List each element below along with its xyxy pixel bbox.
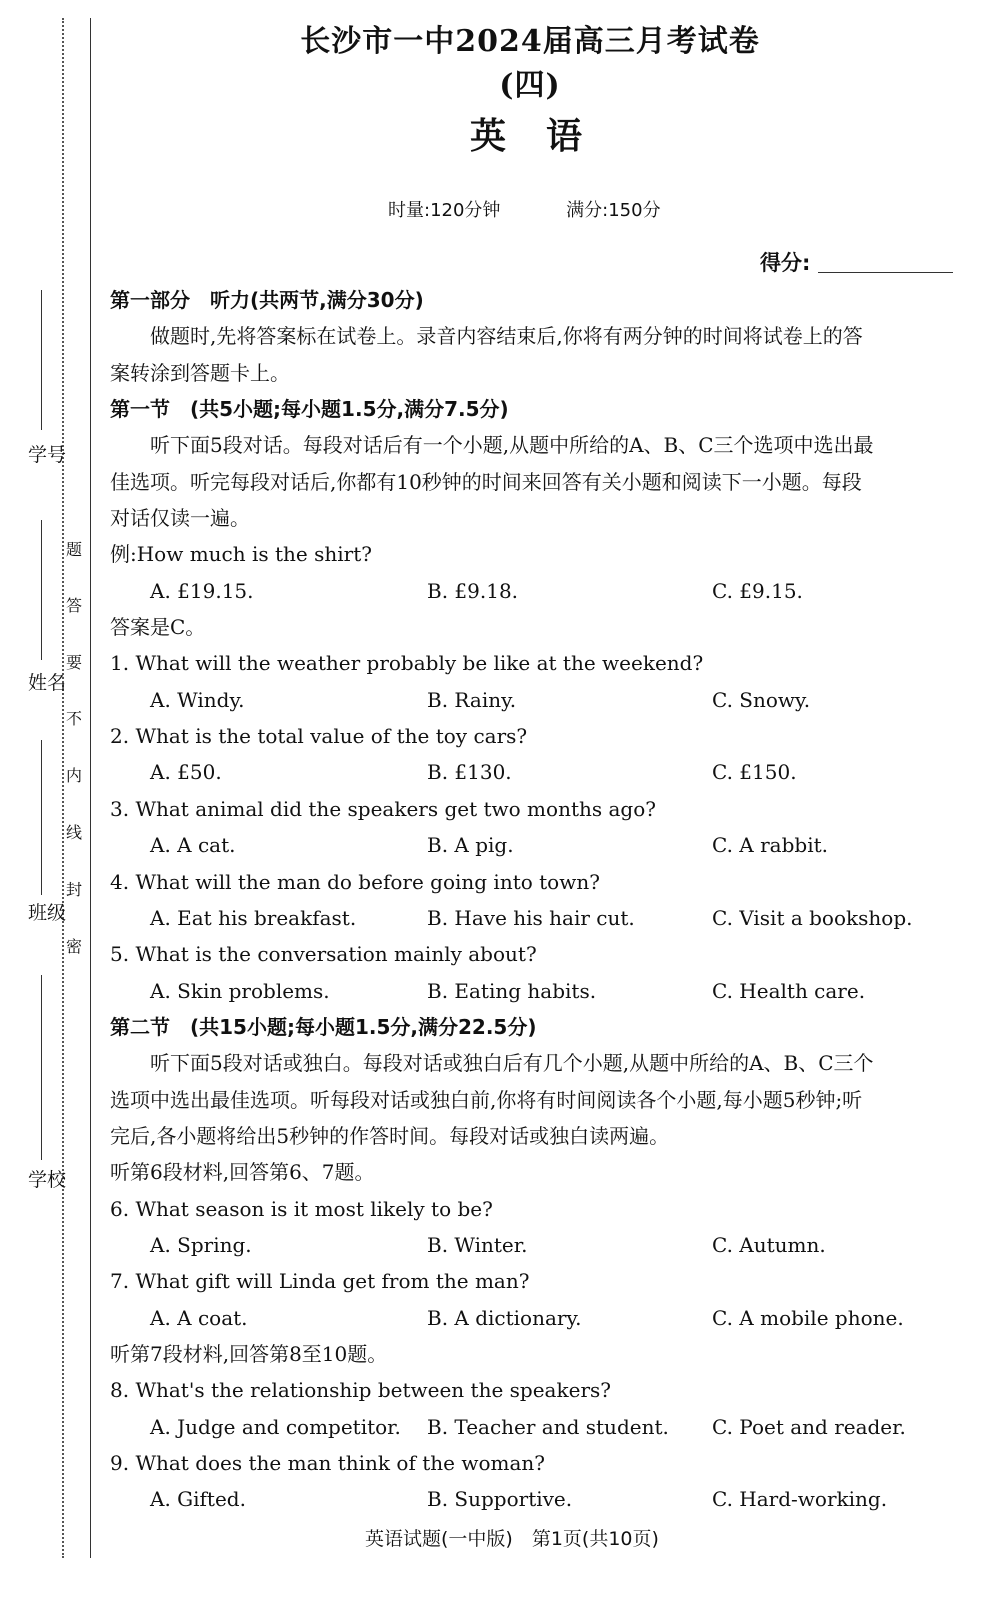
option-a: A. Gifted. xyxy=(150,1487,246,1512)
section-heading: 第二节 (共15小题;每小题1.5分,满分22.5分) xyxy=(110,1014,537,1039)
option-c: C. £150. xyxy=(712,760,797,785)
seal-char: 密 xyxy=(66,937,83,956)
option-row xyxy=(110,1481,960,1517)
seal-char: 不 xyxy=(66,709,83,728)
option-b: B. £9.18. xyxy=(427,578,519,603)
instruction-line: 听下面5段对话或独白。每段对话或独白后有几个小题,从题中所给的A、B、C三个 xyxy=(150,1051,874,1076)
option-row xyxy=(110,973,960,1009)
seal-char: 线 xyxy=(66,823,83,842)
option-c: C. Autumn. xyxy=(712,1232,826,1257)
option-b: B. Teacher and student. xyxy=(427,1414,669,1439)
option-row xyxy=(110,900,960,936)
field-label-char: 姓名 xyxy=(28,672,67,694)
exam-content xyxy=(110,282,960,1518)
example-answer: 答案是C。 xyxy=(110,615,206,640)
seal-char: 内 xyxy=(66,766,83,785)
exam-meta xyxy=(388,196,721,222)
option-c: C. Hard-working. xyxy=(712,1487,888,1512)
instruction-line: 佳选项。听完每段对话后,你都有10秒钟的时间来回答有关小题和阅读下一小题。每段 xyxy=(110,469,862,494)
question-2: 2. What is the total value of the toy cars? xyxy=(110,724,528,749)
material-note: 听第6段材料,回答第6、7题。 xyxy=(110,1160,375,1185)
instruction-line: 对话仅读一遍。 xyxy=(110,506,250,531)
option-b: B. A pig. xyxy=(427,833,514,858)
dotted-cut-line xyxy=(62,18,64,1558)
material-note: 听第7段材料,回答第8至10题。 xyxy=(110,1341,388,1366)
instruction-line: 听下面5段对话。每段对话后有一个小题,从题中所给的A、B、C三个选项中选出最 xyxy=(150,433,874,458)
option-b: B. A dictionary. xyxy=(427,1305,582,1330)
time-limit: 时量:120分钟 xyxy=(388,200,501,221)
option-a: A. £50. xyxy=(150,760,222,785)
seal-char: 题 xyxy=(66,540,83,559)
seal-char: 答 xyxy=(66,596,83,615)
option-c: C. Poet and reader. xyxy=(712,1414,906,1439)
option-a: A. Judge and competitor. xyxy=(150,1414,401,1439)
instruction-line: 完后,各小题将给出5秒钟的作答时间。每段对话或独白读两遍。 xyxy=(110,1123,670,1148)
question-9: 9. What does the man think of the woman? xyxy=(110,1451,545,1475)
option-c: C. A rabbit. xyxy=(712,833,828,858)
section-heading: 第一节 (共5小题;每小题1.5分,满分7.5分) xyxy=(110,397,509,422)
option-row xyxy=(110,1227,960,1263)
score-label: 得分: xyxy=(760,251,811,275)
option-b: B. Rainy. xyxy=(427,687,517,712)
option-c: C. Health care. xyxy=(712,978,866,1003)
question-8: 8. What's the relationship between the speakers? xyxy=(110,1378,611,1403)
option-b: B. Have his hair cut. xyxy=(427,905,635,930)
field-label-char: 学号 xyxy=(28,444,67,466)
option-a: A. Skin problems. xyxy=(150,978,330,1003)
question-4: 4. What will the man do before going into town? xyxy=(110,869,600,894)
option-row xyxy=(110,1409,960,1445)
seal-char: 封 xyxy=(66,880,83,899)
part-heading: 第一部分 听力(共两节,满分30分) xyxy=(110,288,424,312)
option-a: A. A cat. xyxy=(150,833,236,858)
binding-line xyxy=(90,18,91,1558)
option-a: A. A coat. xyxy=(150,1305,248,1330)
question-1: 1. What will the weather probably be like at the weekend? xyxy=(110,651,704,676)
option-row xyxy=(110,754,960,790)
option-row xyxy=(110,573,960,609)
field-label-char: 学校 xyxy=(28,1169,67,1191)
score-blank[interactable] xyxy=(818,272,953,273)
option-a: A. Spring. xyxy=(150,1232,252,1257)
instruction-line: 案转涂到答题卡上。 xyxy=(110,360,290,385)
question-3: 3. What animal did the speakers get two months ago? xyxy=(110,796,656,821)
question-5: 5. What is the conversation mainly about? xyxy=(110,942,537,967)
option-b: B. Supportive. xyxy=(427,1487,573,1512)
exam-title: 长沙市一中2024届高三月考试卷(四) xyxy=(300,24,760,103)
page-footer: 英语试题(一中版) 第1页(共10页) xyxy=(365,1528,659,1550)
instruction-line: 做题时,先将答案标在试卷上。录音内容结束后,你将有两分钟的时间将试卷上的答 xyxy=(150,324,863,349)
full-score: 满分:150分 xyxy=(566,200,661,221)
option-c: C. Snowy. xyxy=(712,687,811,712)
option-c: C. Visit a bookshop. xyxy=(712,905,913,930)
field-label-char: 班级 xyxy=(28,902,67,924)
instruction-line: 选项中选出最佳选项。听每段对话或独白前,你将有时间阅读各个小题,每小题5秒钟;听 xyxy=(110,1087,863,1112)
option-b: B. £130. xyxy=(427,760,512,785)
option-b: B. Winter. xyxy=(427,1232,528,1257)
subject-title: 英语 xyxy=(470,115,623,157)
option-row xyxy=(110,827,960,863)
option-a: A. Windy. xyxy=(150,687,245,712)
option-a: A. £19.15. xyxy=(150,578,254,603)
option-row xyxy=(110,682,960,718)
option-c: C. A mobile phone. xyxy=(712,1305,904,1330)
question-7: 7. What gift will Linda get from the man? xyxy=(110,1269,530,1294)
option-b: B. Eating habits. xyxy=(427,978,597,1003)
option-row xyxy=(110,1300,960,1336)
question-6: 6. What season is it most likely to be? xyxy=(110,1196,493,1221)
example-question: 例:How much is the shirt? xyxy=(110,542,372,567)
option-c: C. £9.15. xyxy=(712,578,803,603)
option-a: A. Eat his breakfast. xyxy=(150,905,357,930)
seal-char: 要 xyxy=(66,653,83,672)
